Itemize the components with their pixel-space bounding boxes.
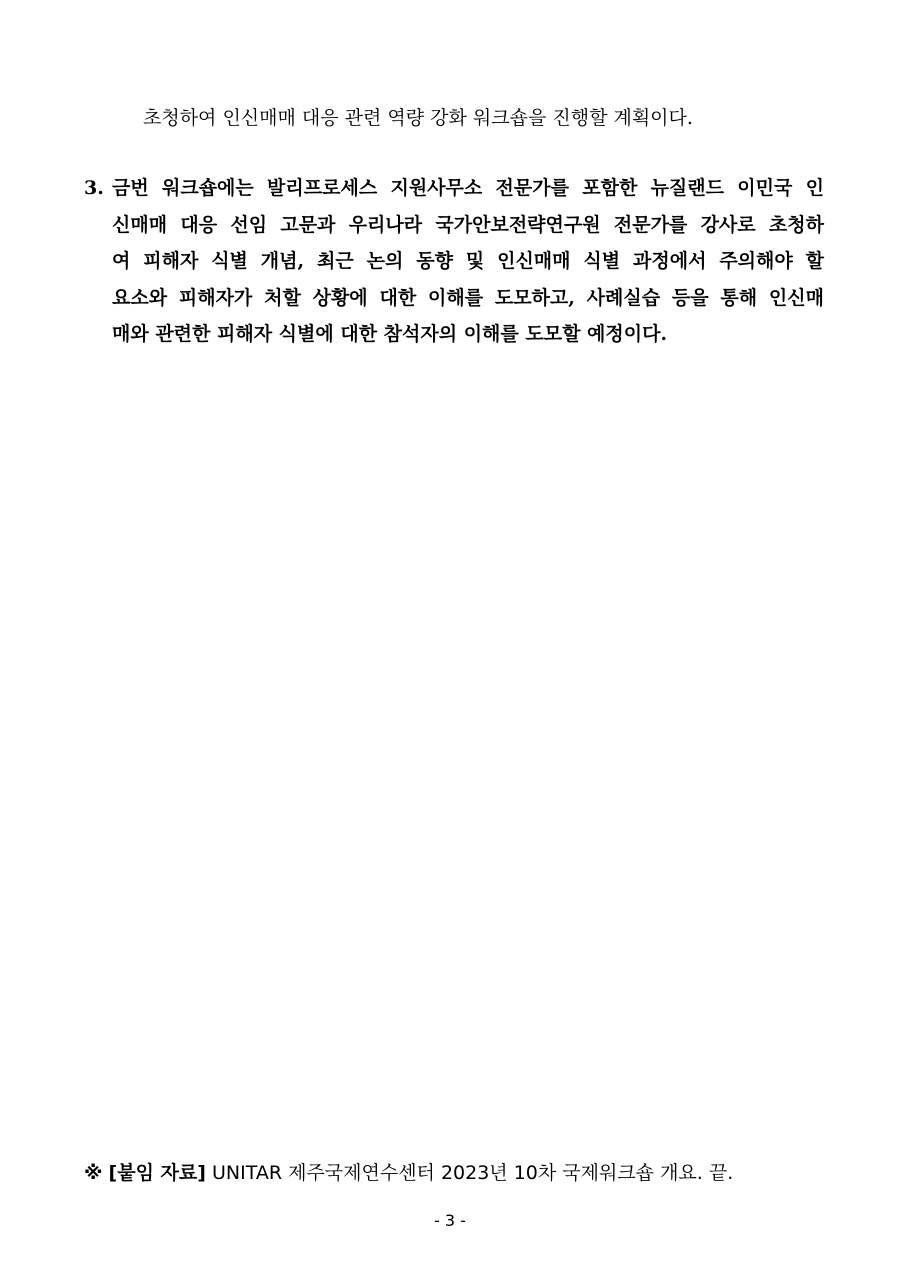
item-number: 3. (84, 177, 104, 199)
continuation-paragraph-line: 초청하여 인신매매 대응 관련 역량 강화 워크숍을 진행할 계획이다. (143, 107, 693, 129)
item-3-line: 금번 워크숍에는 발리프로세스 지원사무소 전문가를 포함한 뉴질랜드 이민국 인 (112, 177, 824, 199)
item-3-line: 여 피해자 식별 개념, 최근 논의 동향 및 인신매매 식별 과정에서 주의해야 할 (112, 250, 824, 272)
reference-mark-icon: ※ (84, 1162, 103, 1184)
item-3-line: 신매매 대응 선임 고문과 우리나라 국가안보전략연구원 전문가를 강사로 초청하 (112, 213, 824, 236)
item-3-line: 매와 관련한 피해자 식별에 대한 참석자의 이해를 도모할 예정이다. (112, 323, 668, 345)
item-3-text (112, 170, 824, 353)
page-number: - 3 - (434, 1211, 466, 1230)
attachment-tag: [붙임 자료] (108, 1162, 206, 1184)
item-3-line: 요소와 피해자가 처할 상황에 대한 이해를 도모하고, 사례실습 등을 통해 인신매 (112, 286, 824, 309)
paragraph-item-3 (84, 170, 824, 353)
attachment-note (84, 1157, 733, 1189)
attachment-text: UNITAR 제주국제연수센터 2023년 10차 국제워크숍 개요. 끝. (211, 1162, 734, 1184)
